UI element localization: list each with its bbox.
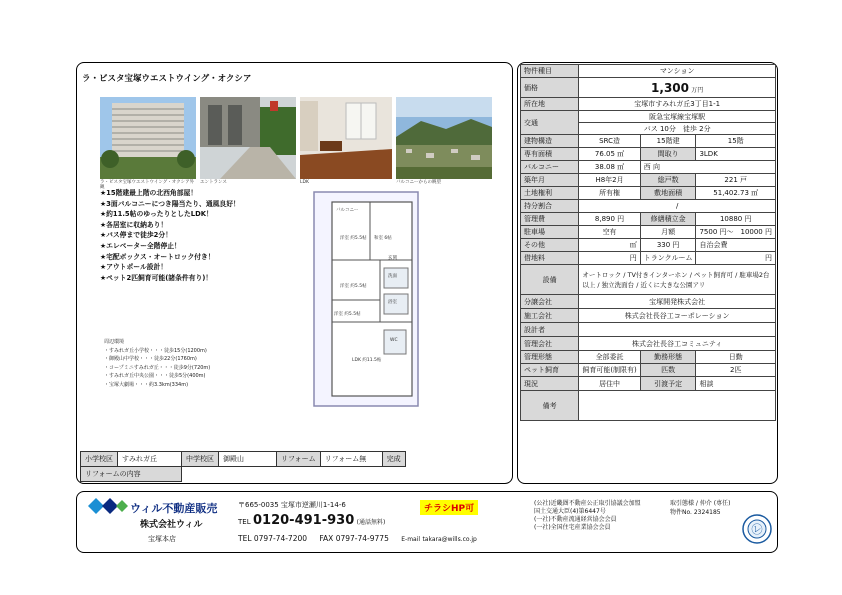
photo-caption-4: バルコニーからの眺望 [396,180,441,185]
plan-label: 玄関 [388,256,397,261]
feature-item: ★バス停まで徒歩2分！ [100,231,172,240]
tel2-row [238,534,477,543]
nearby-list [104,338,304,389]
manager-label: 管理会社 [521,337,579,351]
done-label: 完成 [382,452,405,467]
share-label: 持分割合 [521,200,579,213]
land-value: 所有権 [579,187,640,200]
bus-detail: バス 10分 [643,124,676,133]
company-name: 株式会社ウィル [140,520,203,530]
seller-label: 分譲会社 [521,295,579,309]
builder-value: 株式会社長谷工コーポレーション [579,309,776,323]
room-label: 洋室 約5.5帖 [340,284,367,289]
plan-label: WC [390,338,398,343]
nearby-title: 周辺環境 [104,339,125,345]
land-label: 土地権利 [521,187,579,200]
spec-table [520,64,776,421]
pet-label: ペット飼育 [521,364,579,377]
tel-label: TEL [238,518,251,526]
flyer-badge: チラシHP可 [420,500,478,515]
site-value: 51,402.73 ㎡ [696,187,776,200]
photo-ldk [300,97,392,179]
price-value: 1,300 [651,80,690,95]
design-label: 設計者 [521,323,579,337]
direction-value: 西 向 [640,161,775,174]
feature-item: ★3面バルコニーにつき陽当たり、通風良好！ [100,199,240,208]
structure-label: 建物構造 [521,135,579,148]
other-label: その他 [521,239,579,252]
assoc-item: (一社)全国住宅産業協会会員 [534,524,611,531]
email-address[interactable]: takara@wills.co.jp [422,536,477,543]
price-unit: 万円 [691,86,704,94]
brand-name: ウィル不動産販売 [130,502,218,515]
feature-item: ★宅配ボックス・オートロック付き！ [100,252,215,261]
floor-level: 15階 [696,135,776,148]
address-label: 所在地 [521,98,579,111]
mid-school: 御殿山 [219,452,277,467]
branch-name: 宝塚本店 [148,535,176,543]
assoc-item: (公社)近畿圏不動産公正取引協議会加盟 [534,500,641,507]
manager-value: 株式会社長谷工コミュニティ [579,337,776,351]
nearby-item: ・コープミニすみれガ丘・・・徒歩9分(720m) [104,364,211,371]
status-label: 現況 [521,377,579,391]
room-label: LDK 約11.5帖 [352,358,382,363]
work-value: 日勤 [696,351,776,364]
photo-caption-2: エントランス [200,180,227,185]
remarks-label: 備考 [521,391,579,421]
feature-item: ★15階建最上階の北西角部屋！ [100,189,198,197]
share-value: / [579,200,776,213]
feature-item: ★各居室に収納あり！ [100,220,168,229]
tel-number[interactable]: 0120-491-930 [253,513,355,528]
photo-caption-1: ラ・ビスタ宝塚ウエストウイング・オクシア外観 [100,180,195,190]
balcony-value: 38.08 ㎡ [579,161,640,174]
built-value: H8年2月 [579,174,640,187]
status-value: 居住中 [579,377,640,391]
builder-label: 施工会社 [521,309,579,323]
mgmt-form-value: 全部委託 [579,351,640,364]
transit-line: 阪急宝塚線宝塚駅 [579,111,776,123]
parking-fee: 7500 円～ 10000 円 [696,226,776,239]
mgmt-fee-label: 管理費 [521,213,579,226]
delivery-label: 引渡予定 [640,377,696,391]
fax-number: 0797-74-9775 [335,534,389,543]
trade-type: 取引態様 / 仲介 (専任) [670,500,731,507]
pet-count-value: 2匹 [696,364,776,377]
pet-value: 飼育可能(制限有) [579,364,640,377]
tel2-label: TEL [238,534,252,543]
property-title: ラ・ビスタ宝塚ウエストウイング・オクシア [82,74,252,84]
certification-seal-icon [742,514,772,546]
tel2-number[interactable]: 0797-74-7200 [253,534,308,543]
company-logo [88,498,128,516]
elem-school: すみれガ丘 [118,452,182,467]
elem-school-label: 小学校区 [81,452,118,467]
company-address: 〒665-0035 宝塚市逆瀬川1-14-6 [238,501,346,509]
price-label: 価格 [521,78,579,98]
equip-value: オートロック / TV付きインターホン / ペット飼育可 / 駐車場2台以上 / 独立洗面台 / 近くに大きな公園アリ [579,265,776,295]
design-value [579,323,776,337]
trunk-label: トランクルーム [640,252,696,265]
ref-number: 物件No. 2324185 [670,509,721,516]
other-unit: ㎡ [579,239,640,252]
feature-item: ★エレベーター全階停止！ [100,241,181,250]
feature-list [100,188,300,283]
photo-exterior [100,97,196,179]
site-label: 敷地面積 [640,187,696,200]
feature-item: ★アウトポール設計！ [100,263,168,272]
feature-item: ★ペット2匹飼育可能(諸条件有り)！ [100,273,213,282]
assoc-item: (一社)不動産流通経営協会会員 [534,516,617,523]
nearby-item: ・御殿山中学校・・・徒歩22分(1760m) [104,356,197,362]
room-label: 和室 6帖 [374,236,392,241]
email-label: E-mail [401,536,421,543]
floor-plan [312,188,422,410]
transit-label: 交通 [521,111,579,135]
mgmt-fee: 8,890 円 [579,213,640,226]
leased-unit: 円 [579,252,640,265]
area-value: 76.05 ㎡ [579,148,640,161]
nearby-item: ・宝塚大劇場・・・約3.3km(334m) [104,381,189,388]
area-label: 専有面積 [521,148,579,161]
layout-value: 3LDK [696,148,776,161]
reserve-value: 10880 円 [696,213,776,226]
photo-view [396,97,492,179]
reform-value: リフォーム無 [320,452,382,467]
tel-note: (通話無料) [356,519,386,526]
photo-caption-3: LDK [300,180,309,185]
reform-content-label: リフォームの内容 [81,467,182,482]
parking-label: 駐車場 [521,226,579,239]
pet-count-label: 匹数 [640,364,696,377]
parking-monthly: 月額 [640,226,696,239]
type-value: マンション [579,65,776,78]
other-note: 自治会費 [696,239,776,252]
tel-row [238,513,385,528]
units-label: 総戸数 [640,174,696,187]
feature-item: ★約11.5帖のゆったりとしたLDK！ [100,210,213,219]
reserve-label: 修繕積立金 [640,213,696,226]
units-value: 221 戸 [696,174,776,187]
nearby-item: ・すみれガ丘小学校・・・徒歩15分(1200m) [104,347,207,354]
equip-label: 設備 [521,265,579,295]
parking-status: 空有 [579,226,640,239]
room-label: 洋室 約5.5帖 [340,236,367,241]
walk-detail: 徒歩 2分 [682,124,711,133]
built-label: 築年月 [521,174,579,187]
room-label: 洋室 約5.5帖 [334,312,361,317]
work-label: 勤務形態 [640,351,696,364]
balcony-label: バルコニー [521,161,579,174]
layout-label: 間取り [640,148,696,161]
type-label: 物件種目 [521,65,579,78]
svg-text:㋹: ㋹ [751,523,763,536]
plan-label: 浴室 [388,300,397,305]
delivery-value: 相談 [696,377,776,391]
leased-label: 借地料 [521,252,579,265]
address-value: 宝塚市すみれガ丘3丁目1-1 [579,98,776,111]
mgmt-form-label: 管理形態 [521,351,579,364]
plan-label: バルコニー [336,208,359,213]
mid-school-label: 中学校区 [182,452,219,467]
reform-label: リフォーム [277,452,321,467]
fax-label: FAX [319,534,334,543]
other-fee: 330 円 [640,239,696,252]
remarks-value [579,391,776,421]
assoc-item: 国土交通大臣(4)第6447号 [534,508,606,515]
trunk-unit: 円 [696,252,776,265]
seller-value: 宝塚開発株式会社 [579,295,776,309]
photo-entrance [200,97,296,179]
school-district-table [80,451,406,482]
association-list [534,500,641,532]
nearby-item: ・すみれガ丘中央公園・・・徒歩5分(400m) [104,373,206,379]
structure-value: SRC造 [579,135,640,148]
plan-label: 洗面 [388,274,397,279]
floor-total: 15階建 [640,135,696,148]
